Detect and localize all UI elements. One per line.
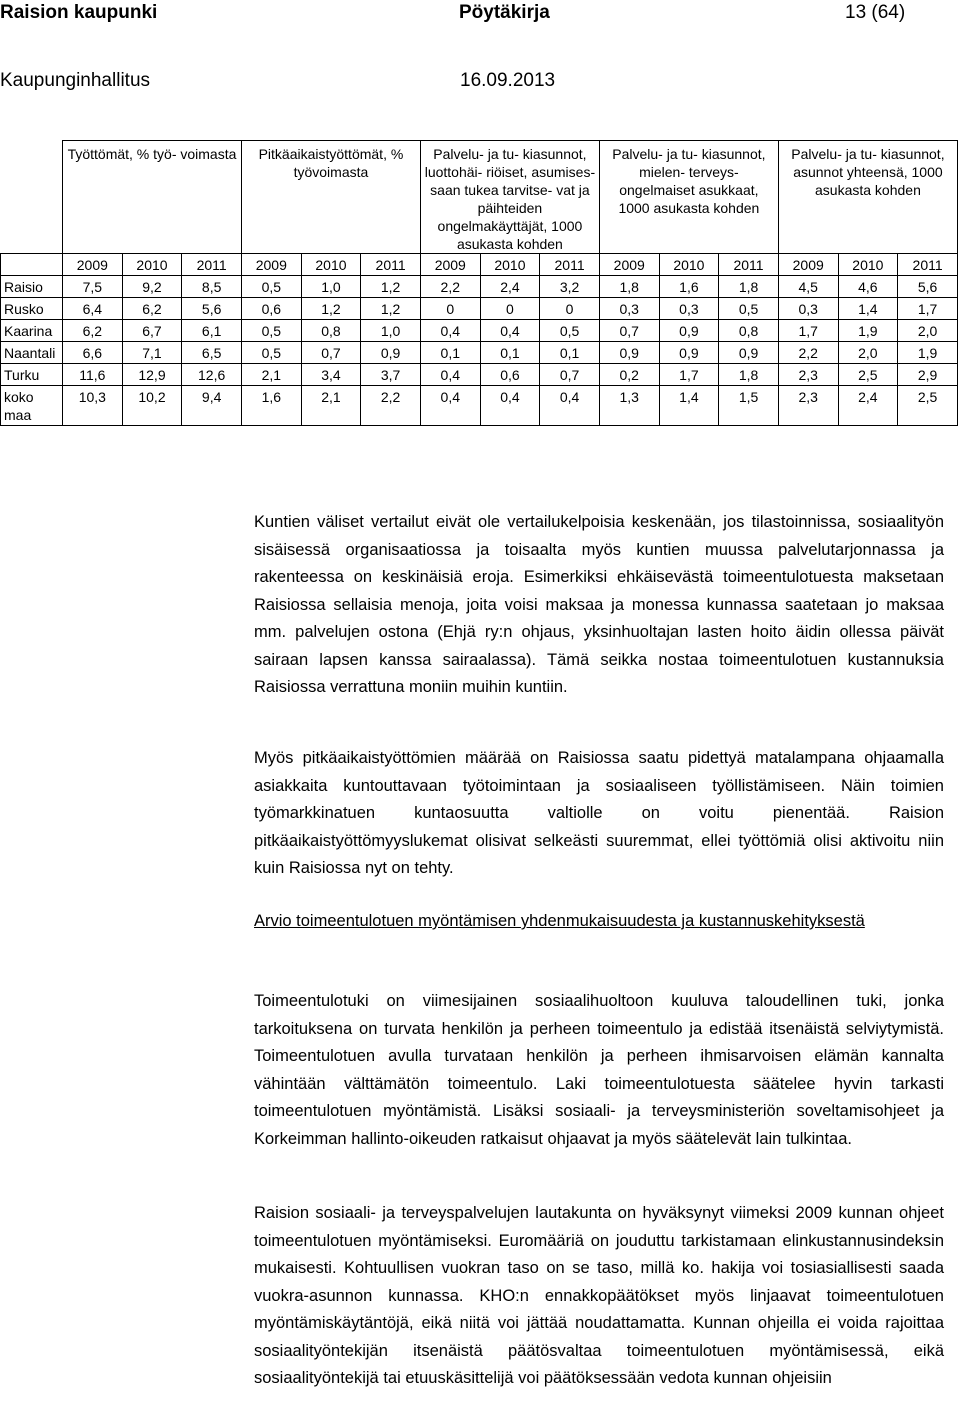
table-cell: 2,5 — [898, 386, 958, 426]
table-corner-cell — [1, 141, 63, 254]
years-row-label — [1, 254, 63, 276]
municipality-name: Turku — [1, 364, 63, 386]
year-cell: 2009 — [778, 254, 838, 276]
table-cell: 0,1 — [540, 342, 600, 364]
table-cell: 2,0 — [838, 342, 898, 364]
table-cell: 10,2 — [122, 386, 182, 426]
table-cell: 0,7 — [540, 364, 600, 386]
table-cell: 1,7 — [898, 298, 958, 320]
table-row — [1, 298, 958, 320]
table-cell: 6,1 — [182, 320, 242, 342]
table-cell: 2,1 — [301, 386, 361, 426]
table-cell: 6,2 — [63, 320, 123, 342]
table-cell: 1,3 — [599, 386, 659, 426]
year-cell: 2009 — [599, 254, 659, 276]
table-cell: 0,3 — [599, 298, 659, 320]
page-number: 13 (64) — [845, 2, 906, 23]
paragraph-municipal-guidelines — [254, 1200, 944, 1393]
table-cell: 0,6 — [241, 298, 301, 320]
table-row — [1, 342, 958, 364]
table-cell: 1,9 — [898, 342, 958, 364]
table-cell: 9,4 — [182, 386, 242, 426]
table-cell: 3,7 — [361, 364, 421, 386]
municipality-name: Naantali — [1, 342, 63, 364]
table-cell: 4,5 — [778, 276, 838, 298]
table-cell: 0,4 — [540, 386, 600, 426]
table-cell: 2,2 — [420, 276, 480, 298]
table-cell: 2,2 — [778, 342, 838, 364]
table-cell: 10,3 — [63, 386, 123, 426]
table-cell: 0,9 — [361, 342, 421, 364]
table-cell: 0,5 — [241, 320, 301, 342]
table-header-row — [1, 141, 958, 254]
table-cell: 1,4 — [659, 386, 719, 426]
table-cell: 0,4 — [480, 320, 540, 342]
section-heading: Arvio toimeentulotuen myöntämisen yhdenmukaisuudesta ja kustannuskehityksestä — [254, 912, 865, 930]
table-row — [1, 364, 958, 386]
table-years-row — [1, 254, 958, 276]
group-header-supported-housing-substance: Palvelu- ja tu- kiasunnot, luottohäi- riöiset, asumises- saan tukea tarvitse- vat ja päihteiden ongelmakäyttäjät, 1000 asukasta kohden — [420, 141, 599, 254]
meeting-date: 16.09.2013 — [460, 70, 556, 91]
table-cell: 0,1 — [420, 342, 480, 364]
table-cell: 1,7 — [778, 320, 838, 342]
table-cell: 2,5 — [838, 364, 898, 386]
table-cell: 1,2 — [301, 298, 361, 320]
table-cell: 2,9 — [898, 364, 958, 386]
table-cell: 0,4 — [420, 386, 480, 426]
year-cell: 2010 — [659, 254, 719, 276]
table-cell: 1,8 — [719, 276, 779, 298]
table-body — [1, 276, 958, 426]
year-cell: 2010 — [301, 254, 361, 276]
table-cell: 1,9 — [838, 320, 898, 342]
table-cell: 2,3 — [778, 386, 838, 426]
municipality-name: koko maa — [1, 386, 63, 426]
table-cell: 11,6 — [63, 364, 123, 386]
paragraph-text: Raision sosiaali- ja terveyspalvelujen lautakunta on hyväksynyt viimeksi 2009 kunnan ohjeet toimeentulotuen myöntämiseksi. Euromääriä on jouduttu tarkistamaan elinkustannusindeksin mukaisesti. Kohtuullisen vuokran taso on se taso, millä ko. hakija voi tosiasiallisesti saada vuokra-asunnon kunnassa. KHO:n ennakkopäätökset myös linjaavat toimeentulotuen myöntämiskäytäntöjä, eikä niitä voi jättää noudattamatta. Kunnan ohjeilla ei voida rajoittaa sosiaalityöntekijän itsenäistä päätösvaltaa toimeentulotuen myöntämisessä, eikä sosiaalityöntekijä tai etuuskäsittelijä voi päätöksessään vedota kunnan ohjeisiin — [254, 1204, 944, 1387]
table-cell: 2,4 — [480, 276, 540, 298]
year-cell: 2011 — [540, 254, 600, 276]
table-cell: 0,7 — [301, 342, 361, 364]
table-cell: 5,6 — [898, 276, 958, 298]
table-cell: 0,9 — [659, 342, 719, 364]
table-cell: 1,6 — [241, 386, 301, 426]
table-cell: 2,0 — [898, 320, 958, 342]
table-cell: 2,2 — [361, 386, 421, 426]
table-cell: 0,3 — [659, 298, 719, 320]
municipality-name: Rusko — [1, 298, 63, 320]
year-cell: 2010 — [122, 254, 182, 276]
paragraph-long-term-unemployment — [254, 745, 944, 883]
table-cell: 1,0 — [361, 320, 421, 342]
year-cell: 2011 — [361, 254, 421, 276]
group-header-unemployed: Työttömät, % työ- voimasta — [63, 141, 242, 254]
table-cell: 0,1 — [480, 342, 540, 364]
table-cell: 8,5 — [182, 276, 242, 298]
year-cell: 2009 — [241, 254, 301, 276]
table-cell: 1,4 — [838, 298, 898, 320]
group-header-supported-housing-mental-health: Palvelu- ja tu- kiasunnot, mielen- terveys-ongelmaiset asukkaat, 1000 asukasta kohden — [599, 141, 778, 254]
table-cell: 0,7 — [599, 320, 659, 342]
table-cell: 6,2 — [122, 298, 182, 320]
table-cell: 0,9 — [599, 342, 659, 364]
table-cell: 0,4 — [420, 320, 480, 342]
year-cell: 2010 — [480, 254, 540, 276]
paragraph-municipal-comparison — [254, 509, 944, 702]
table-cell: 1,8 — [719, 364, 779, 386]
paragraph-text: Kuntien väliset vertailut eivät ole vertailukelpoisia keskenään, jos tilastoinnissa, sosiaalityön sisäisessä organisaatiossa ja toisaalta myös kuntien muussa palvelutarjonnassa ja rakenteessa on keskinäisiä eroja. Esimerkiksi ehkäisevästä toimeentulotuesta maksetaan Raisiossa sellaisia menoja, joita voisi maksaa ja monessa kunnassa saatetaan jo maksaa mm. palvelujen ostona (Ehjä ry:n ohjaus, yksinhuoltajan lasten hoito äidin ollessa päivät sairaan lapsen kanssa sairaalassa). Tämä seikka nostaa toimeentulotuen kustannuksia Raisiossa verrattuna moniin muihin kuntiin. — [254, 513, 944, 696]
municipality-name: Raisio — [1, 276, 63, 298]
year-cell: 2009 — [420, 254, 480, 276]
year-cell: 2009 — [63, 254, 123, 276]
table-cell: 1,5 — [719, 386, 779, 426]
table-cell: 12,6 — [182, 364, 242, 386]
table-cell: 1,2 — [361, 298, 421, 320]
table-cell: 2,1 — [241, 364, 301, 386]
table-cell: 4,6 — [838, 276, 898, 298]
table-cell: 0,9 — [659, 320, 719, 342]
table-cell: 0 — [420, 298, 480, 320]
year-cell: 2011 — [898, 254, 958, 276]
table-cell: 0,5 — [719, 298, 779, 320]
table-cell: 0,4 — [480, 386, 540, 426]
table-cell: 1,7 — [659, 364, 719, 386]
table-row — [1, 320, 958, 342]
group-header-supported-housing-total: Palvelu- ja tu- kiasunnot, asunnot yhteensä, 1000 asukasta kohden — [778, 141, 957, 254]
department-name: Kaupunginhallitus — [0, 70, 151, 91]
table-cell: 0,5 — [540, 320, 600, 342]
table-cell: 0,6 — [480, 364, 540, 386]
table-row — [1, 276, 958, 298]
table-cell: 0,5 — [241, 276, 301, 298]
table-cell: 1,0 — [301, 276, 361, 298]
table-cell: 6,7 — [122, 320, 182, 342]
table-cell: 0,5 — [241, 342, 301, 364]
table-cell: 0,9 — [719, 342, 779, 364]
table-cell: 6,4 — [63, 298, 123, 320]
table-cell: 0,8 — [719, 320, 779, 342]
table-cell: 7,1 — [122, 342, 182, 364]
table-cell: 0,4 — [420, 364, 480, 386]
table-cell: 3,4 — [301, 364, 361, 386]
table-cell: 0,3 — [778, 298, 838, 320]
table-cell: 6,5 — [182, 342, 242, 364]
table-cell: 6,6 — [63, 342, 123, 364]
table-cell: 0,2 — [599, 364, 659, 386]
year-cell: 2011 — [182, 254, 242, 276]
table-cell: 2,4 — [838, 386, 898, 426]
table-cell: 0 — [540, 298, 600, 320]
paragraph-income-support-definition — [254, 988, 944, 1153]
table-cell: 1,2 — [361, 276, 421, 298]
municipality-name: Kaarina — [1, 320, 63, 342]
document-type: Pöytäkirja — [459, 2, 550, 23]
table-cell: 2,3 — [778, 364, 838, 386]
statistics-table — [0, 140, 958, 426]
table-row — [1, 386, 958, 426]
organization-name: Raision kaupunki — [0, 2, 158, 23]
paragraph-text: Toimeentulotuki on viimesijainen sosiaalihuoltoon kuuluva taloudellinen tuki, jonka tarkoituksena on turvata henkilön ja perheen toimeentulo ja edistää itsenäistä selviytymistä. Toimeentulotuen avulla turvataan henkilön ja perheen ihmisarvoisen elämän kannalta vähintään välttämätön toimeentulo. Laki toimeentulotuesta säätelee hyvin tarkasti toimeentulotuen myöntämistä. Lisäksi sosiaali- ja terveysministeriön soveltamisohjeet ja Korkeimman hallinto-oikeuden ratkaisut ohjaavat ja myös säätelevät lain tulkintaa. — [254, 992, 944, 1148]
group-header-long-term-unemployed: Pitkäaikaistyöttömät, % työvoimasta — [241, 141, 420, 254]
paragraph-text: Myös pitkäaikaistyöttömien määrää on Raisiossa saatu pidettyä matalampana ohjaamalla asiakkaita kuntouttavaan työtoimintaan ja sosiaaliseen työllistämiseen. Näin toimien työmarkkinatuen kuntaosuutta valtiolle on voitu pienentää. Raision pitkäaikaistyöttömyyslukemat olisivat selkeästi suuremmat, ellei työttömiä olisi aktivoitu niin kuin Raisiossa nyt on tehty. — [254, 749, 944, 877]
table-cell: 5,6 — [182, 298, 242, 320]
table-cell: 0 — [480, 298, 540, 320]
table-cell: 0,8 — [301, 320, 361, 342]
year-cell: 2010 — [838, 254, 898, 276]
table-cell: 1,6 — [659, 276, 719, 298]
table-cell: 7,5 — [63, 276, 123, 298]
table-cell: 9,2 — [122, 276, 182, 298]
table-cell: 3,2 — [540, 276, 600, 298]
table-cell: 12,9 — [122, 364, 182, 386]
table-cell: 1,8 — [599, 276, 659, 298]
year-cell: 2011 — [719, 254, 779, 276]
